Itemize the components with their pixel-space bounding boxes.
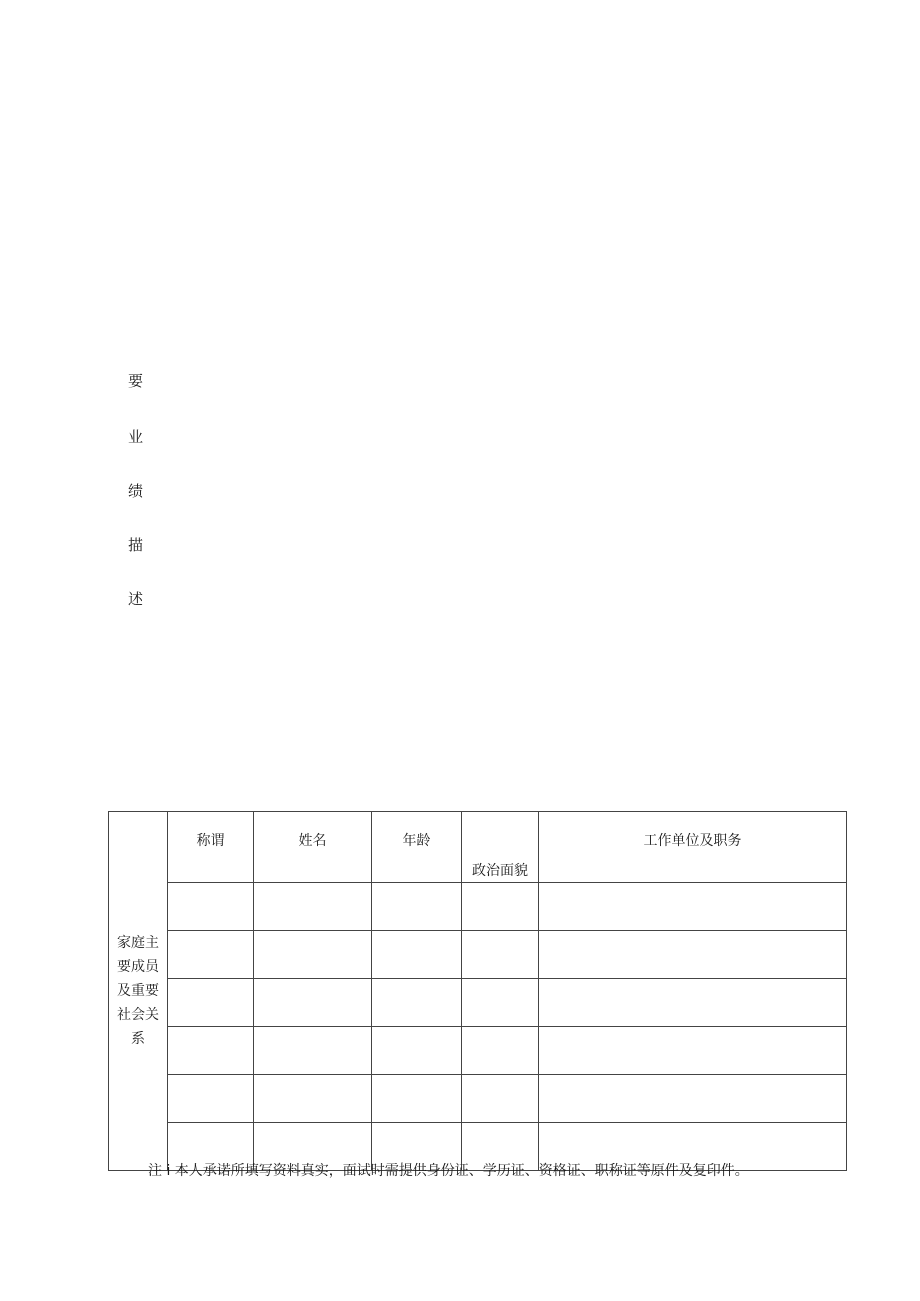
family-members-table (108, 811, 847, 1171)
header-relation: 称谓 (168, 812, 254, 883)
cell-age[interactable] (372, 1075, 462, 1123)
achievement-label-char: 要 (128, 372, 144, 390)
cell-relation[interactable] (168, 883, 254, 931)
header-age: 年龄 (372, 812, 462, 883)
cell-name[interactable] (254, 979, 372, 1027)
cell-relation[interactable] (168, 1075, 254, 1123)
cell-politics[interactable] (462, 1027, 539, 1075)
table-row (109, 979, 847, 1027)
header-politics: 政治面貌 (462, 812, 539, 883)
cell-age[interactable] (372, 979, 462, 1027)
cell-age[interactable] (372, 1027, 462, 1075)
header-work: 工作单位及职务 (539, 812, 847, 883)
cell-name[interactable] (254, 931, 372, 979)
cell-work[interactable] (539, 1075, 847, 1123)
cell-name[interactable] (254, 1027, 372, 1075)
cell-name[interactable] (254, 1075, 372, 1123)
cell-work[interactable] (539, 1027, 847, 1075)
cell-age[interactable] (372, 883, 462, 931)
cell-relation[interactable] (168, 931, 254, 979)
achievement-label-char: 业 (128, 428, 144, 446)
family-section-label-line: 社会关 (117, 1007, 159, 1023)
footnote: 注 i 本人承诺所填写资料真实，面试时需提供身份证、学历证、资格证、职称证等原件及复印件。 (148, 1163, 749, 1179)
cell-age[interactable] (372, 931, 462, 979)
family-section-label-line: 家庭主 (117, 935, 159, 951)
cell-politics[interactable] (462, 979, 539, 1027)
cell-relation[interactable] (168, 979, 254, 1027)
cell-work[interactable] (539, 979, 847, 1027)
family-section-label-line: 系 (131, 1031, 145, 1047)
table-row (109, 1027, 847, 1075)
table-row (109, 1075, 847, 1123)
cell-name[interactable] (254, 883, 372, 931)
table-row (109, 931, 847, 979)
cell-work[interactable] (539, 931, 847, 979)
cell-relation[interactable] (168, 1027, 254, 1075)
cell-politics[interactable] (462, 1075, 539, 1123)
header-name: 姓名 (254, 812, 372, 883)
achievement-label-char: 描 (128, 536, 144, 554)
family-section-label (109, 812, 168, 1171)
table-row (109, 883, 847, 931)
family-section-label-line: 要成员 (117, 959, 159, 975)
cell-politics[interactable] (462, 931, 539, 979)
cell-work[interactable] (539, 883, 847, 931)
cell-politics[interactable] (462, 883, 539, 931)
achievement-label-char: 绩 (128, 482, 144, 500)
family-section-label-line: 及重要 (117, 983, 159, 999)
achievement-label-char: 述 (128, 590, 144, 608)
table-header-row (109, 812, 847, 883)
